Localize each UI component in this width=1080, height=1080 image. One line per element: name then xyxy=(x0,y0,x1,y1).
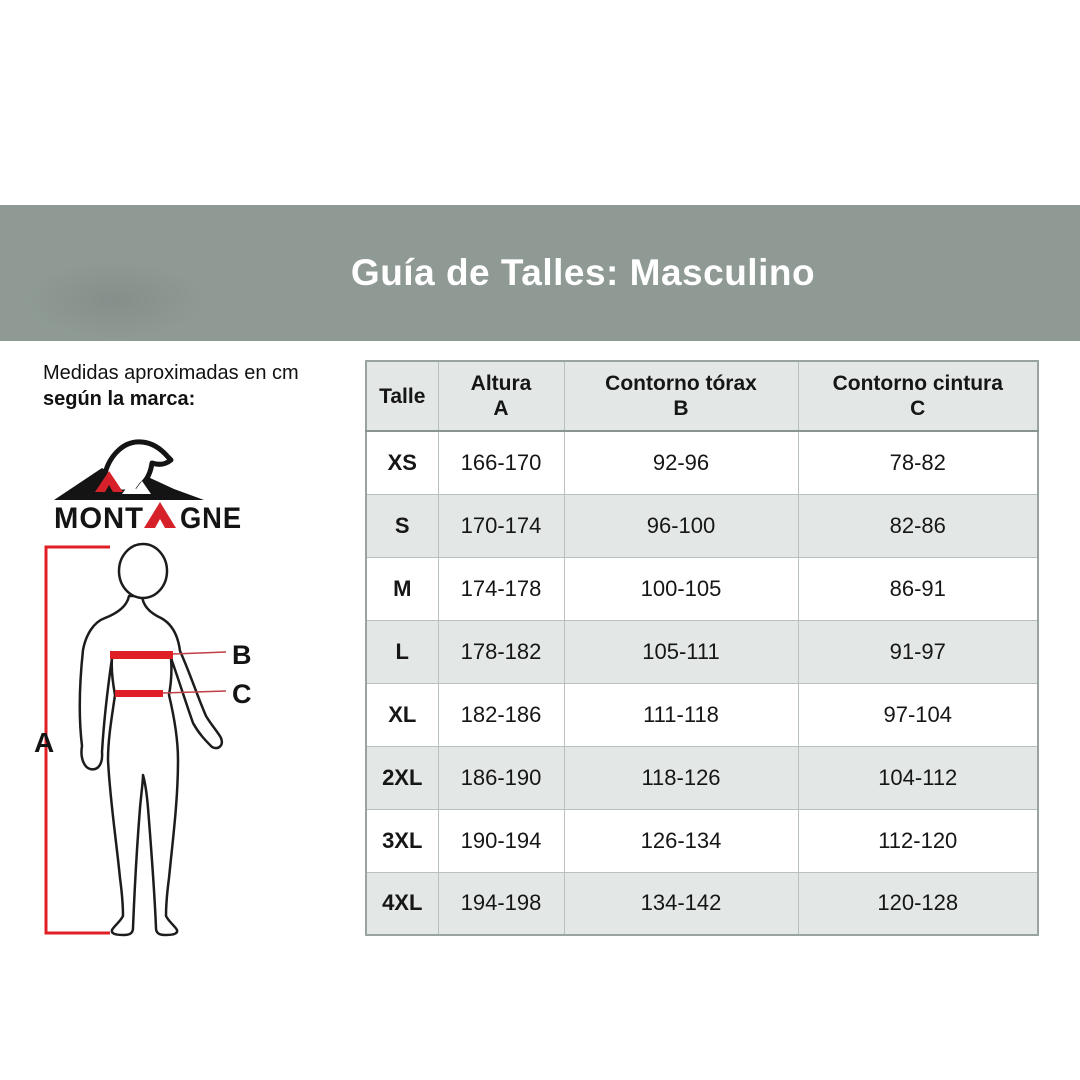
column-header: Altura A xyxy=(438,361,564,431)
size-value: 170-174 xyxy=(438,494,564,557)
intro-note xyxy=(43,360,299,412)
size-value: 178-182 xyxy=(438,620,564,683)
size-value: 182-186 xyxy=(438,683,564,746)
column-header: Contorno cintura C xyxy=(798,361,1038,431)
size-label: S xyxy=(366,494,438,557)
body-measurement-diagram xyxy=(28,538,278,950)
size-value: 96-100 xyxy=(564,494,798,557)
page-title: Guía de Talles: Masculino xyxy=(350,252,816,293)
size-label: 3XL xyxy=(366,809,438,872)
wordmark-left: mont xyxy=(54,502,144,535)
table-row xyxy=(366,809,1038,872)
size-label: 4XL xyxy=(366,872,438,935)
size-value: 166-170 xyxy=(438,431,564,494)
waist-measure-bar xyxy=(115,690,163,697)
table-row xyxy=(366,431,1038,494)
size-value: 82-86 xyxy=(798,494,1038,557)
column-header: Contorno tórax B xyxy=(564,361,798,431)
waist-label: C xyxy=(232,679,252,709)
size-table xyxy=(365,360,1039,936)
wordmark-a-icon xyxy=(144,502,176,528)
size-value: 92-96 xyxy=(564,431,798,494)
banner-shadow xyxy=(25,260,205,340)
montagne-logo xyxy=(52,436,244,536)
size-value: 100-105 xyxy=(564,557,798,620)
size-table-body xyxy=(366,431,1038,935)
size-value: 86-91 xyxy=(798,557,1038,620)
table-row xyxy=(366,494,1038,557)
table-row xyxy=(366,557,1038,620)
table-row xyxy=(366,620,1038,683)
size-value: 190-194 xyxy=(438,809,564,872)
size-label: XS xyxy=(366,431,438,494)
column-header: Talle xyxy=(366,361,438,431)
size-value: 97-104 xyxy=(798,683,1038,746)
table-row xyxy=(366,683,1038,746)
wordmark-right: gne xyxy=(180,502,242,535)
banner xyxy=(0,205,1080,341)
intro-note-line1: Medidas aproximadas en cm xyxy=(43,362,299,384)
size-table-head xyxy=(366,361,1038,431)
size-value: 104-112 xyxy=(798,746,1038,809)
chest-label: B xyxy=(232,640,252,670)
size-label: L xyxy=(366,620,438,683)
height-label: A xyxy=(34,727,55,758)
size-value: 174-178 xyxy=(438,557,564,620)
size-label: M xyxy=(366,557,438,620)
size-value: 78-82 xyxy=(798,431,1038,494)
table-row xyxy=(366,746,1038,809)
intro-note-line2: según la marca: xyxy=(43,388,196,410)
size-label: XL xyxy=(366,683,438,746)
head-outline xyxy=(119,544,167,598)
size-value: 112-120 xyxy=(798,809,1038,872)
size-value: 111-118 xyxy=(564,683,798,746)
size-value: 118-126 xyxy=(564,746,798,809)
size-value: 105-111 xyxy=(564,620,798,683)
waist-leader-line xyxy=(163,691,226,693)
size-table-header-row xyxy=(366,361,1038,431)
table-row xyxy=(366,872,1038,935)
size-value: 120-128 xyxy=(798,872,1038,935)
size-value: 91-97 xyxy=(798,620,1038,683)
size-value: 126-134 xyxy=(564,809,798,872)
size-label: 2XL xyxy=(366,746,438,809)
body-outline xyxy=(80,596,222,935)
size-value: 134-142 xyxy=(564,872,798,935)
size-value: 194-198 xyxy=(438,872,564,935)
size-value: 186-190 xyxy=(438,746,564,809)
chest-measure-bar xyxy=(110,651,173,659)
